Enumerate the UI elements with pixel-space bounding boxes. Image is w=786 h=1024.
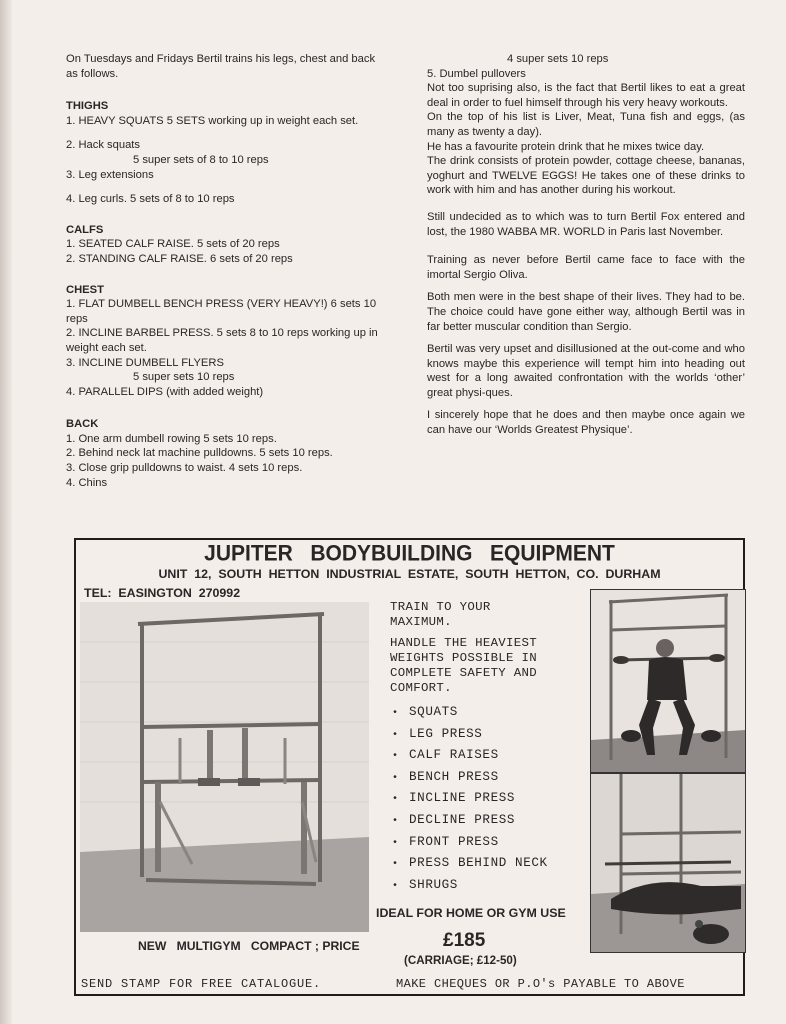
paragraph-8: Bertil was very upset and disillusioned at the out-come and who knows maybe this experience will tempt him into heading out west for a long awaited confrontation with the worlds ‘other’ great physi-ques. [427,343,745,399]
chest-item-1: 1. FLAT DUMBELL BENCH PRESS (VERY HEAVY!) 6 sets 10 reps [66,298,377,325]
page-edge [0,0,12,1024]
thighs-item-2-detail: 5 super sets of 8 to 10 reps [133,153,269,166]
list-item: • DECLINE PRESS [392,810,548,832]
squat-photo [590,589,746,773]
paragraph-1: Not too suprising also, is the fact that Bertil likes to eat a great deal in order to fuel himself through his very heavy workouts. [427,82,745,109]
back-heading: BACK [66,418,99,431]
paragraph-7: Both men were in the best shape of their lives. They had to be. The choice could have gone either way, although Bertil was in far better muscular condition than Sergio. [427,291,745,333]
back-item-1: 1. One arm dumbell rowing 5 sets 10 reps. [66,432,277,445]
paragraph-6: Training as never before Bertil came face to face with the imortal Sergio Oliva. [427,254,745,281]
chest-heading: CHEST [66,283,104,296]
bullet-icon: • [392,708,399,719]
bullet-icon: • [392,837,399,849]
list-item: • BENCH PRESS [392,767,548,789]
thighs-item-3: 3. Leg extensions [66,168,154,181]
calfs-item-2: 2. STANDING CALF RAISE. 6 sets of 20 reps [66,252,293,265]
feature-list [392,702,548,896]
bullet-icon: • [392,751,399,763]
ad-address: UNIT 12, SOUTH HETTON INDUSTRIAL ESTATE, SOUTH HETTON, CO. DURHAM [158,567,661,581]
pitch-line-2: MAXIMUM. [390,615,452,629]
list-item: • PRESS BEHIND NECK [392,853,548,875]
thighs-item-4: 4. Leg curls. 5 sets of 8 to 10 reps [66,193,235,206]
list-item: • SQUATS [392,702,548,724]
ad-pitch [390,600,537,696]
intro-paragraph: On Tuesdays and Fridays Bertil trains his legs, chest and back as follows. [66,53,376,80]
thighs-item-1: 1. HEAVY SQUATS 5 SETS working up in weight each set. [66,114,359,127]
paragraph-3: He has a favourite protein drink that he mixes twice day. [427,140,705,153]
thighs-heading: THIGHS [66,100,109,113]
paragraph-2: On the top of his list is Liver, Meat, Tuna fish and eggs, (as many as twenty a day). [427,111,745,138]
chest-item-3-detail: 5 super sets 10 reps [133,371,235,384]
list-item: • SHRUGS [392,875,548,897]
ideal-for-label: IDEAL FOR HOME OR GYM USE [376,906,566,920]
chins-detail: 4 super sets 10 reps [507,53,609,65]
back-item-4: 4. Chins [66,476,108,489]
thighs-item-2: 2. Hack squats [66,139,140,152]
back-item-3: 3. Close grip pulldowns to waist. 4 sets 10 reps. [66,462,303,475]
right-column [427,52,745,438]
price-label: NEW MULTIGYM COMPACT ; PRICE [138,939,360,953]
pitch-line-1: TRAIN TO YOUR [390,600,491,614]
chest-item-4: 4. PARALLEL DIPS (with added weight) [66,385,264,398]
pitch-line-6: COMFORT. [390,681,452,695]
pitch-line-4: WEIGHTS POSSIBLE IN [390,651,537,665]
list-item: • INCLINE PRESS [392,788,548,810]
calfs-heading: CALFS [66,223,104,236]
bullet-icon: • [392,815,399,827]
pitch-line-3: HANDLE THE HEAVIEST [390,636,537,650]
paragraph-5: Still undecided as to which was to turn Bertil Fox entered and lost, the 1980 WABBA MR. WORLD in Paris last November. [427,210,745,238]
back-item-2: 2. Behind neck lat machine pulldowns. 5 sets 10 reps. [66,447,333,460]
price: £185 [443,930,486,951]
bench-press-photo [590,773,746,953]
carriage-cost: (CARRIAGE; £12-50) [404,954,517,967]
bullet-icon: • [392,794,399,806]
ad-telephone: TEL: EASINGTON 270992 [84,586,241,600]
bullet-icon: • [392,729,399,741]
chest-item-3: 3. INCLINE DUMBELL FLYERS [66,356,224,369]
paragraph-4: The drink consists of protein powder, cottage cheese, bananas, yoghurt and TWELVE EGGS! He takes one of these drinks to work with him and has another during his workout. [427,155,745,197]
chest-item-2: 2. INCLINE BARBEL PRESS. 5 sets 8 to 10 reps working up in weight each set. [66,327,378,354]
cheques-note: MAKE CHEQUES OR P.O's PAYABLE TO ABOVE [396,977,685,991]
left-column [66,52,384,490]
bullet-icon: • [392,772,399,784]
catalogue-note: SEND STAMP FOR FREE CATALOGUE. [81,977,322,991]
item-5: 5. Dumbel pullovers [427,67,526,80]
multigym-photo [80,602,369,932]
bullet-icon: • [392,859,399,871]
paragraph-9: I sincerely hope that he does and then maybe once again we can have our ‘Worlds Greatest Physique’. [427,409,745,437]
advertisement [74,538,745,996]
ad-title: JUPITER BODYBUILDING EQUIPMENT [204,541,615,566]
list-item: • LEG PRESS [392,724,548,746]
bullet-icon: • [392,880,399,892]
pitch-line-5: COMPLETE SAFETY AND [390,666,537,680]
list-item: • CALF RAISES [392,745,548,767]
calfs-item-1: 1. SEATED CALF RAISE. 5 sets of 20 reps [66,238,280,251]
list-item: • FRONT PRESS [392,832,548,854]
